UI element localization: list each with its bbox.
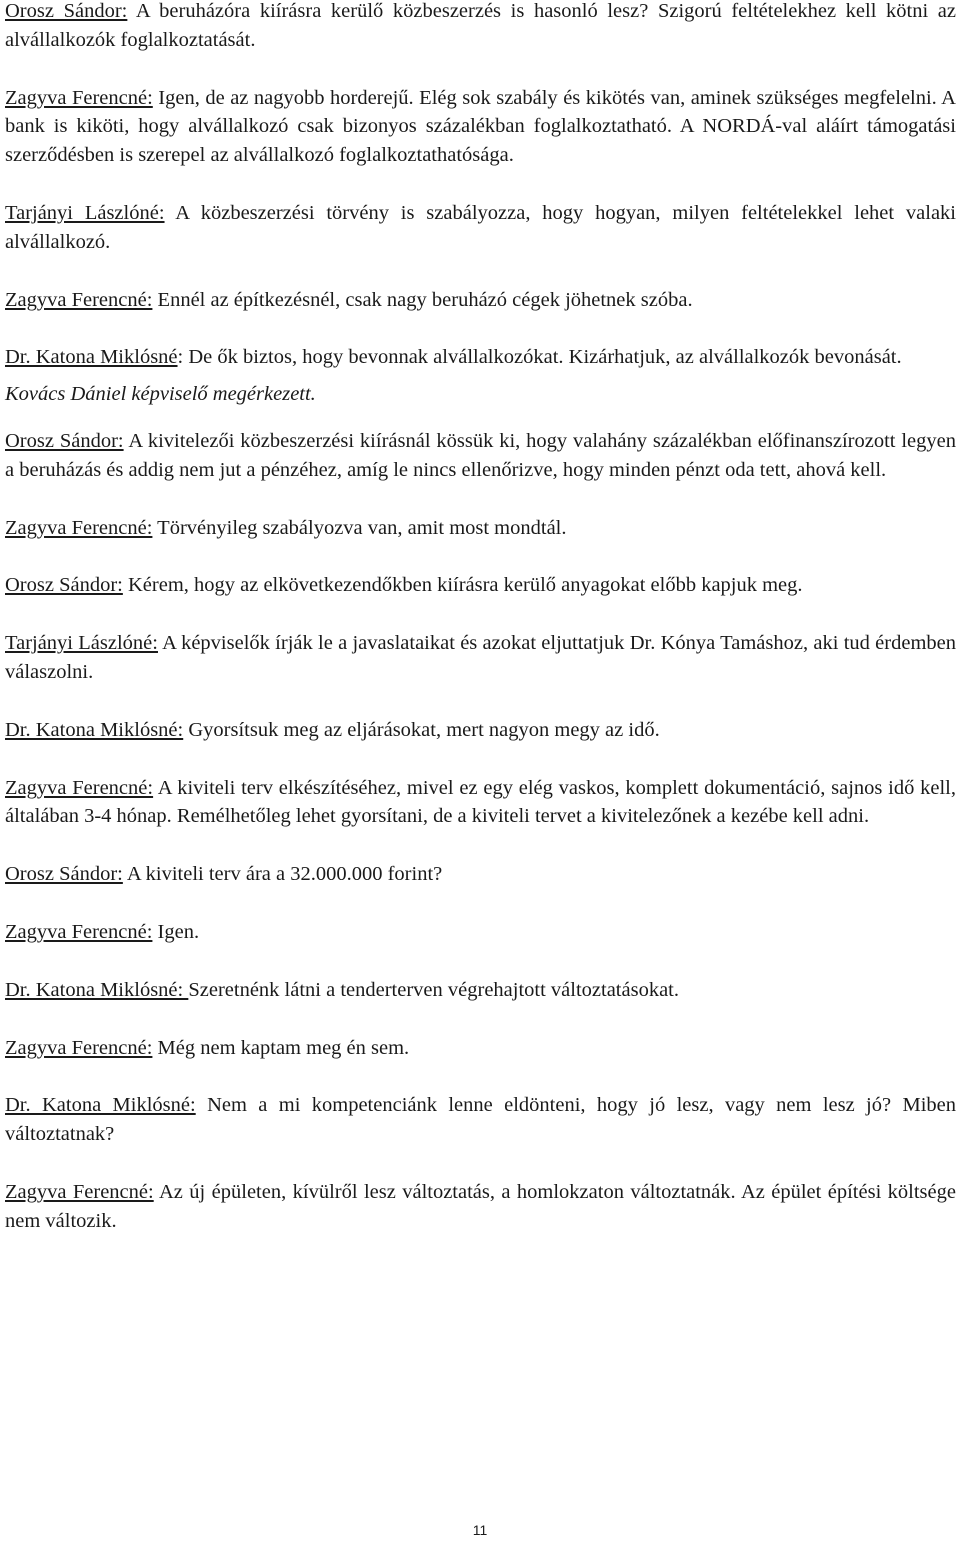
paragraph-text: Törvényileg szabályozva van, amit most mondtál. <box>152 516 567 539</box>
speaker-name: Zagyva Ferencné: <box>5 86 153 109</box>
paragraph-text: A kiviteli terv elkészítéséhez, mivel ez egy elég vaskos, komplett dokumentáció, sajnos idő kell, általában 3-4 hónap. Remélhetőleg lehet gyorsítani, de a kiviteli tervet a kivitelezőnek a kezébe kell adni. <box>5 776 957 828</box>
speaker-name: Orosz Sándor: <box>5 429 124 452</box>
speaker-name: Orosz Sándor: <box>5 0 128 22</box>
paragraph <box>5 918 956 947</box>
paragraph-text: : De ők biztos, hogy bevonnak alvállalkozókat. Kizárhatjuk, az alvállalkozók bevonását. <box>177 346 902 369</box>
paragraph-text: A beruházóra kiírásra kerülő közbeszerzés is hasonló lesz? Szigorú feltételekhez kell kötni az alvállalkozók foglalkoztatását. <box>5 0 956 51</box>
paragraph-text: A kiviteli terv ára a 32.000.000 forint? <box>122 863 443 886</box>
paragraph <box>5 343 956 372</box>
speaker-name: Orosz Sándor: <box>5 863 123 886</box>
speaker-name: Zagyva Ferencné: <box>5 920 153 943</box>
minutes-body <box>5 0 956 1236</box>
paragraph <box>5 774 956 832</box>
paragraph <box>5 571 956 600</box>
paragraph <box>5 199 956 257</box>
attendance-note <box>5 380 956 409</box>
paragraph <box>5 427 956 485</box>
paragraph-text: A közbeszerzési törvény is szabályozza, hogy hogyan, milyen feltételekkel lehet valaki alvállalkozó. <box>5 201 957 253</box>
paragraph-text: A képviselők írják le a javaslataikat és azokat eljuttatjuk Dr. Kónya Tamáshoz, aki tud érdemben válaszolni. <box>5 632 956 683</box>
paragraph <box>5 0 956 55</box>
paragraph-text: Szeretnénk látni a tenderterven végrehajtott változtatásokat. <box>188 978 679 1001</box>
paragraph-text: Gyorsítsuk meg az eljárásokat, mert nagyon megy az idő. <box>183 718 660 741</box>
page-number: 11 <box>472 1522 488 1538</box>
paragraph-text: Kérem, hogy az elkövetkezendőkben kiírásra kerülő anyagokat előbb kapjuk meg. <box>122 574 803 597</box>
paragraph <box>5 716 956 745</box>
paragraph <box>5 629 956 687</box>
paragraph <box>5 84 956 170</box>
speaker-name: Dr. Katona Miklósné: <box>5 1094 196 1117</box>
paragraph <box>5 514 956 543</box>
speaker-name: Tarjányi Lászlóné: <box>5 201 165 224</box>
speaker-name: Zagyva Ferencné: <box>5 1036 153 1059</box>
speaker-name: Dr. Katona Miklósné: <box>5 718 184 741</box>
speaker-name: Zagyva Ferencné: <box>5 1180 154 1203</box>
paragraph <box>5 286 956 315</box>
speaker-name: Tarjányi Lászlóné: <box>5 632 158 655</box>
paragraph-text: Igen. <box>152 920 200 943</box>
note-text: Kovács Dániel képviselő megérkezett. <box>5 383 316 406</box>
paragraph <box>5 860 956 889</box>
speaker-name: Dr. Katona Miklósné <box>5 346 178 369</box>
paragraph <box>5 1034 956 1063</box>
speaker-name: Zagyva Ferencné: <box>5 288 153 311</box>
speaker-name: Orosz Sándor: <box>5 574 123 597</box>
speaker-name: Zagyva Ferencné: <box>5 776 154 799</box>
paragraph-text: Nem a mi kompetenciánk lenne eldönteni, hogy jó lesz, vagy nem lesz jó? Miben változtatnak? <box>5 1094 956 1146</box>
paragraph-text: Még nem kaptam meg én sem. <box>152 1036 410 1059</box>
paragraph-text: Ennél az építkezésnél, csak nagy beruházó cégek jöhetnek szóba. <box>152 288 693 311</box>
paragraph-text: Az új épületen, kívülről lesz változtatás, a homlokzaton változtatnák. Az épület építési költsége nem változik. <box>5 1180 956 1232</box>
paragraph <box>5 976 956 1005</box>
paragraph-text: A kivitelezői közbeszerzési kiírásnál kössük ki, hogy valahány százalékban előfinanszírozott legyen a beruházás és addig nem jut a pénzéhez, amíg le nincs ellenőrizve, hogy minden pénzt oda tett, ahová kell. <box>5 429 956 481</box>
speaker-name: Dr. Katona Miklósné: <box>5 978 189 1001</box>
speaker-name: Zagyva Ferencné: <box>5 516 153 539</box>
paragraph-text: Igen, de az nagyobb horderejű. Elég sok szabály és kikötés van, aminek szükséges megfelelni. A bank is kiköti, hogy alvállalkozó csak bizonyos százalékban foglalkoztatható. A NORDÁ-val aláírt támogatási szerződésben is szerepel az alvállalkozó foglalkoztathatósága. <box>5 86 956 167</box>
paragraph <box>5 1091 956 1149</box>
paragraph <box>5 1178 956 1236</box>
